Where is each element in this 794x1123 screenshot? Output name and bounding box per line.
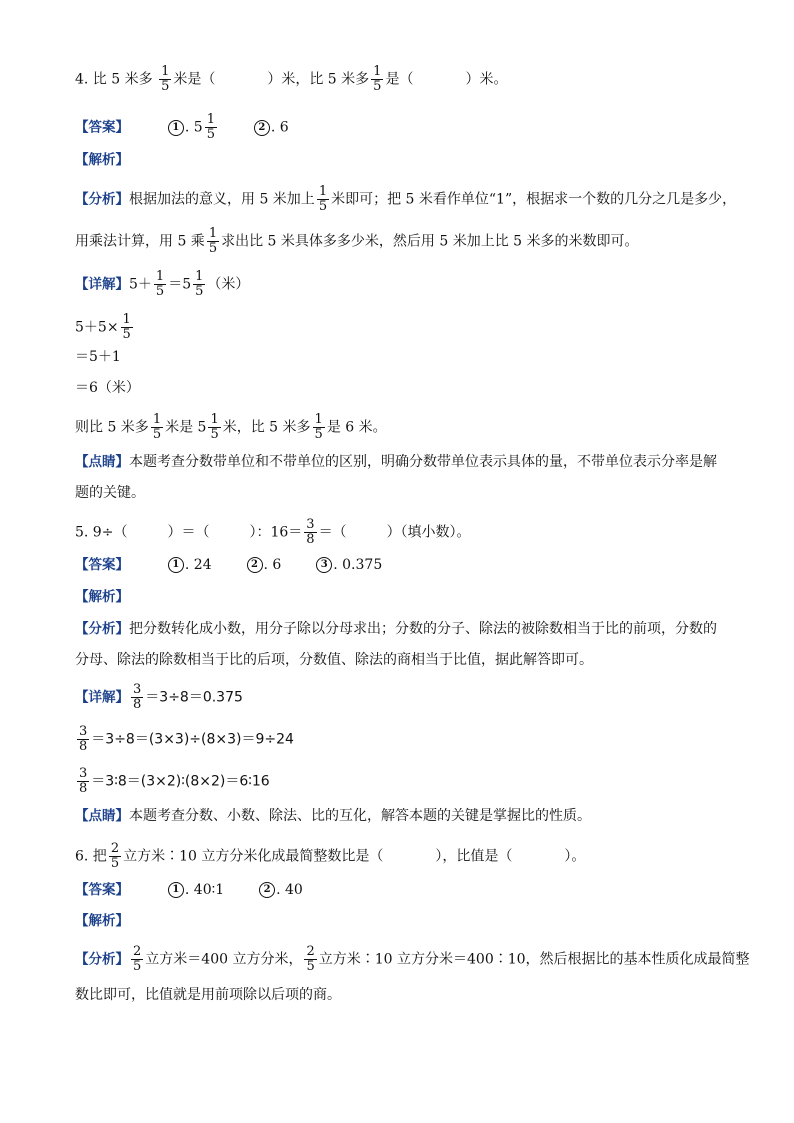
circled-number: 1	[168, 557, 184, 573]
q4-xiangjie-4: ＝6（米）	[75, 380, 140, 396]
circled-number: 1	[168, 882, 184, 898]
fraction: $\frac{1}{5}$	[195, 269, 204, 299]
fraction: $\frac{1}{5}$	[122, 312, 131, 342]
fraction: $\frac{1}{5}$	[155, 269, 165, 299]
q4-stem-text: 4. 比 5 米多	[75, 71, 153, 88]
q5-dianjing: 【点睛】本题考查分数、小数、除法、比的互化，解答本题的关键是掌握比的性质。	[75, 808, 591, 824]
circled-number: 3	[316, 557, 332, 573]
q4-stem: 4. 比 5 米多 $\frac{1}{5}$ 米是（ ）米，比 5 米多 $\frac{1}{5}$ 是（ ）米。	[75, 64, 508, 94]
fraction: $\frac{1}{5}$	[208, 226, 218, 256]
fraction: $\frac{3}{8}$	[79, 766, 88, 796]
fraction: $\frac{2}{5}$	[110, 841, 120, 871]
fraction: $\frac{2}{5}$	[133, 944, 142, 974]
q4-conclusion: 则比 5 米多 $\frac{1}{5}$ 米是 5 $\frac{1}{5}$ 米，比 5 米多 $\frac{1}{5}$ 是 6 米。	[75, 412, 387, 442]
q5-fenxi-2: 分母、除法的除数相当于比的后项，分数值、除法的商相当于比值，据此解答即可。	[75, 652, 593, 668]
q5-xiangjie-3: $\frac{3}{8}$ ＝3∶8＝(3×2)∶(8×2)＝6∶16	[79, 766, 270, 796]
circled-number: 2	[259, 882, 275, 898]
q6-fenxi-1: 【分析】 $\frac{2}{5}$ 立方米＝400 立方分米， $\frac{2}{5}$ 立方米∶10 立方分米＝400∶10，然后根据比的基本性质化成最简整	[75, 944, 750, 974]
q6-jiexi: 【解析】	[75, 913, 129, 929]
fraction: $\frac{1}{5}$	[314, 412, 323, 442]
q5-fenxi-1: 【分析】把分数转化成小数，用分子除以分母求出；分数的分子、除法的被除数相当于比的前项，分数的	[75, 621, 717, 637]
q4-fenxi-2: 用乘法计算，用 5 乘 $\frac{1}{5}$ 求出比 5 米具体多多少米，然后用 5 米加上比 5 米多的米数即可。	[75, 226, 639, 256]
q5-xiangjie-1: 【详解】 $\frac{3}{8}$ ＝3÷8＝0.375	[75, 682, 243, 712]
q6-fenxi-2: 数比即可，比值就是用前项除以后项的商。	[75, 987, 341, 1003]
fraction: $\frac{3}{8}$	[133, 682, 142, 712]
fraction: $\frac{1}{5}$	[318, 184, 328, 214]
circled-number: 2	[247, 557, 263, 573]
q4-xiangjie-2: 5＋5× $\frac{1}{5}$	[75, 312, 131, 342]
fraction: $\frac{3}{8}$	[306, 517, 315, 547]
fraction: $\frac{1}{5}$	[210, 412, 219, 442]
q5-xiangjie-2: $\frac{3}{8}$ ＝3÷8＝(3×3)÷(8×3)＝9÷24	[79, 724, 294, 754]
q6-stem: 6. 把 $\frac{2}{5}$ 立方米∶10 立方分米化成最简整数比是（ ），比值是（ ）。	[75, 841, 586, 871]
q4-xiangjie-3: ＝5＋1	[75, 349, 121, 365]
fraction: $\frac{1}{5}$	[373, 64, 382, 94]
q4-jiexi: 【解析】	[75, 152, 129, 168]
q4-answer: 【答案】 1 . 5 $\frac{1}{5}$ 2 . 6	[75, 112, 289, 142]
fraction: $\frac{1}{5}$	[161, 64, 170, 94]
q4-fenxi-1: 【分析】根据加法的意义，用 5 米加上 $\frac{1}{5}$ 米即可；把 5 米看作单位“1”，根据求一个数的几分之几是多少，	[75, 184, 737, 214]
circled-number: 1	[168, 120, 184, 136]
q5-answer: 【答案】 1 . 24 2 . 6 3 . 0.375	[75, 557, 383, 573]
q4-dianjing-1: 【点睛】本题考查分数带单位和不带单位的区别，明确分数带单位表示具体的量，不带单位表示分率是解	[75, 454, 717, 470]
q5-jiexi: 【解析】	[75, 589, 129, 605]
answer-tag: 【答案】	[75, 119, 129, 136]
fraction: $\frac{1}{5}$	[206, 112, 215, 142]
fraction: $\frac{3}{8}$	[79, 724, 88, 754]
q4-xiangjie-1: 【详解】5＋ $\frac{1}{5}$ ＝5 $\frac{1}{5}$ （米）	[75, 269, 250, 299]
circled-number: 2	[254, 120, 270, 136]
q4-dianjing-2: 题的关键。	[75, 485, 145, 501]
q5-stem: 5. 9÷（ ）＝（ ）：16＝ $\frac{3}{8}$ ＝（ ）（填小数）。	[75, 517, 471, 547]
q6-answer: 【答案】 1 . 40∶1 2 . 40	[75, 882, 303, 898]
fraction: $\frac{2}{5}$	[306, 944, 315, 974]
fraction: $\frac{1}{5}$	[152, 412, 162, 442]
